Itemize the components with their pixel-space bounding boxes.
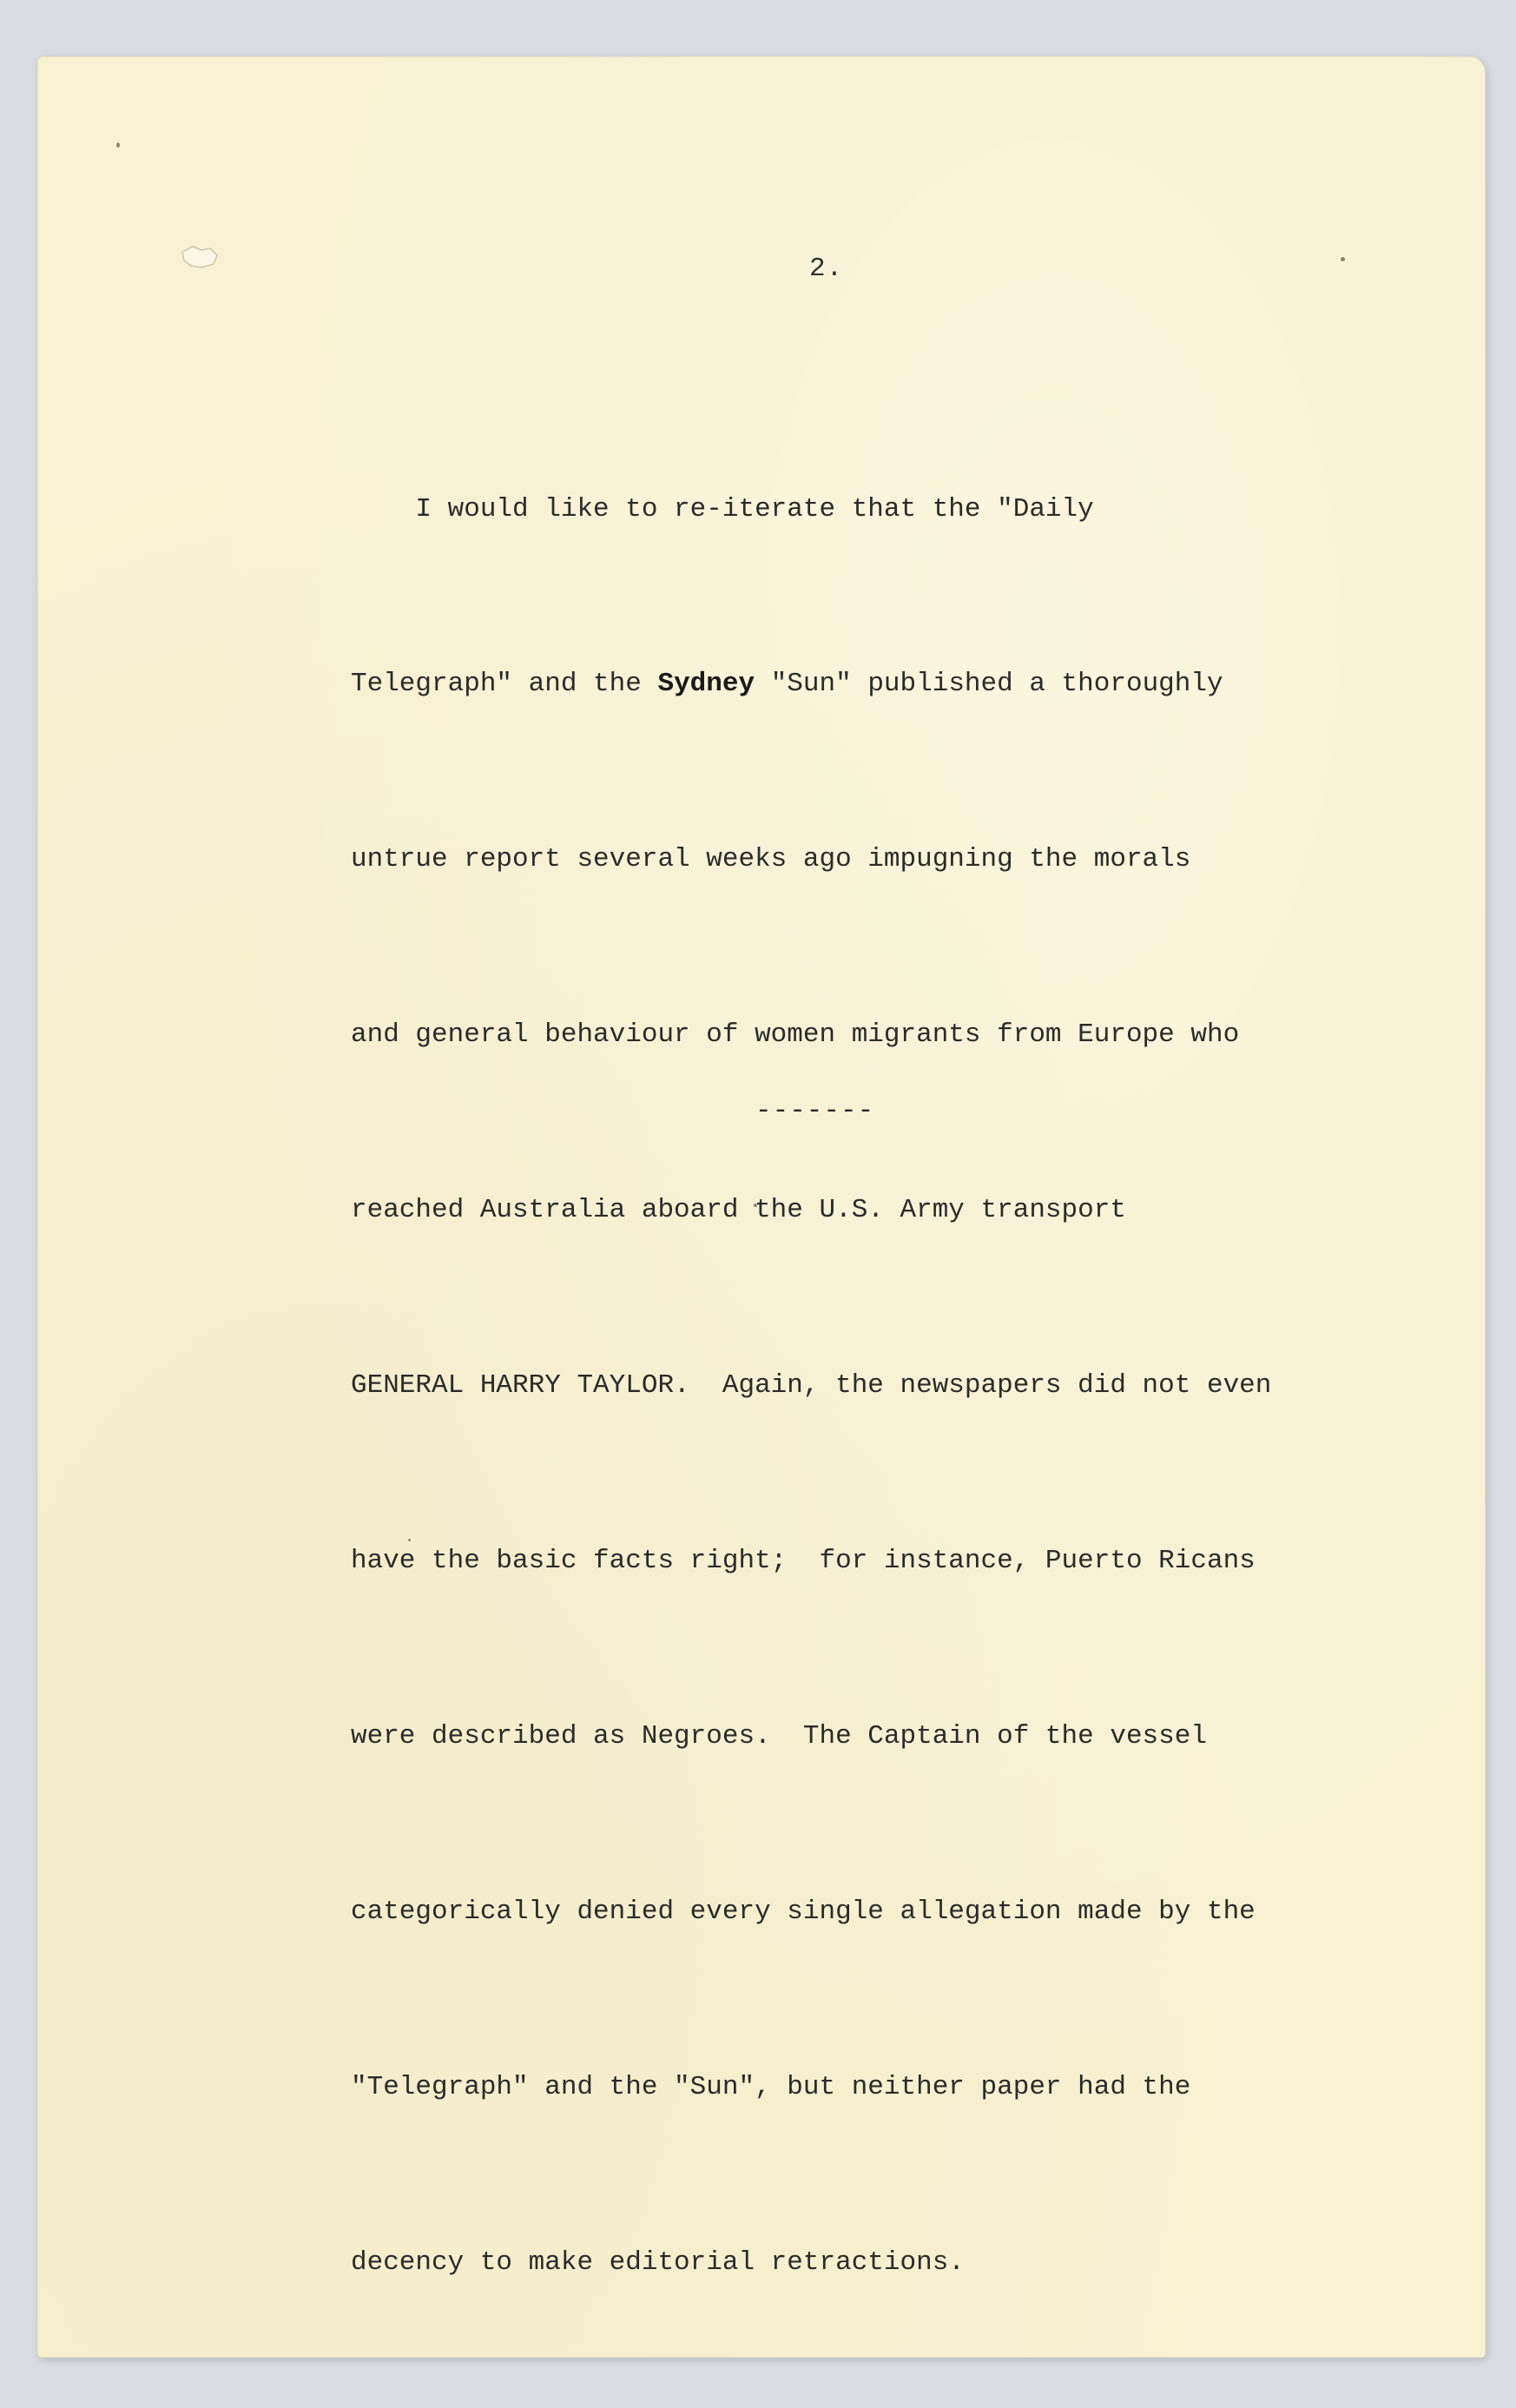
text-line: "Telegraph" and the "Sun", but neither paper had the: [351, 2071, 1191, 2102]
text-line: and general behaviour of women migrants from Europe who: [351, 1019, 1240, 1051]
paper-speck: [116, 142, 120, 148]
end-separator: -------: [755, 1096, 875, 1126]
text-line: were described as Negroes. The Captain of the vessel: [351, 1720, 1207, 1752]
text-line: reached Australia aboard the U.S. Army transport: [351, 1195, 1126, 1226]
paper-speck: [1341, 257, 1345, 261]
text-line: GENERAL HARRY TAYLOR. Again, the newspapers did not even: [351, 1370, 1272, 1402]
text-line: categorically denied every single allegation made by the: [351, 1896, 1256, 1927]
text-line-start: Telegraph" and the: [351, 669, 658, 700]
text-line: [351, 655, 1393, 713]
text-line: decency to make editorial retractions.: [351, 2246, 965, 2278]
text-line: have the basic facts right; for instance, Puerto Ricans: [351, 1545, 1256, 1576]
page-number: 2.: [809, 254, 844, 284]
paper-sheet: [38, 57, 1485, 2357]
text-line: untrue report several weeks ago impugning the morals: [351, 844, 1191, 875]
body-paragraph: [351, 363, 1393, 2408]
bold-word: Sydney: [657, 669, 755, 700]
paper-tear-mark: [175, 240, 227, 274]
text-line: I would like to re-iterate that the "Daily: [351, 493, 1094, 524]
text-line-end: "Sun" published a thoroughly: [755, 669, 1223, 700]
